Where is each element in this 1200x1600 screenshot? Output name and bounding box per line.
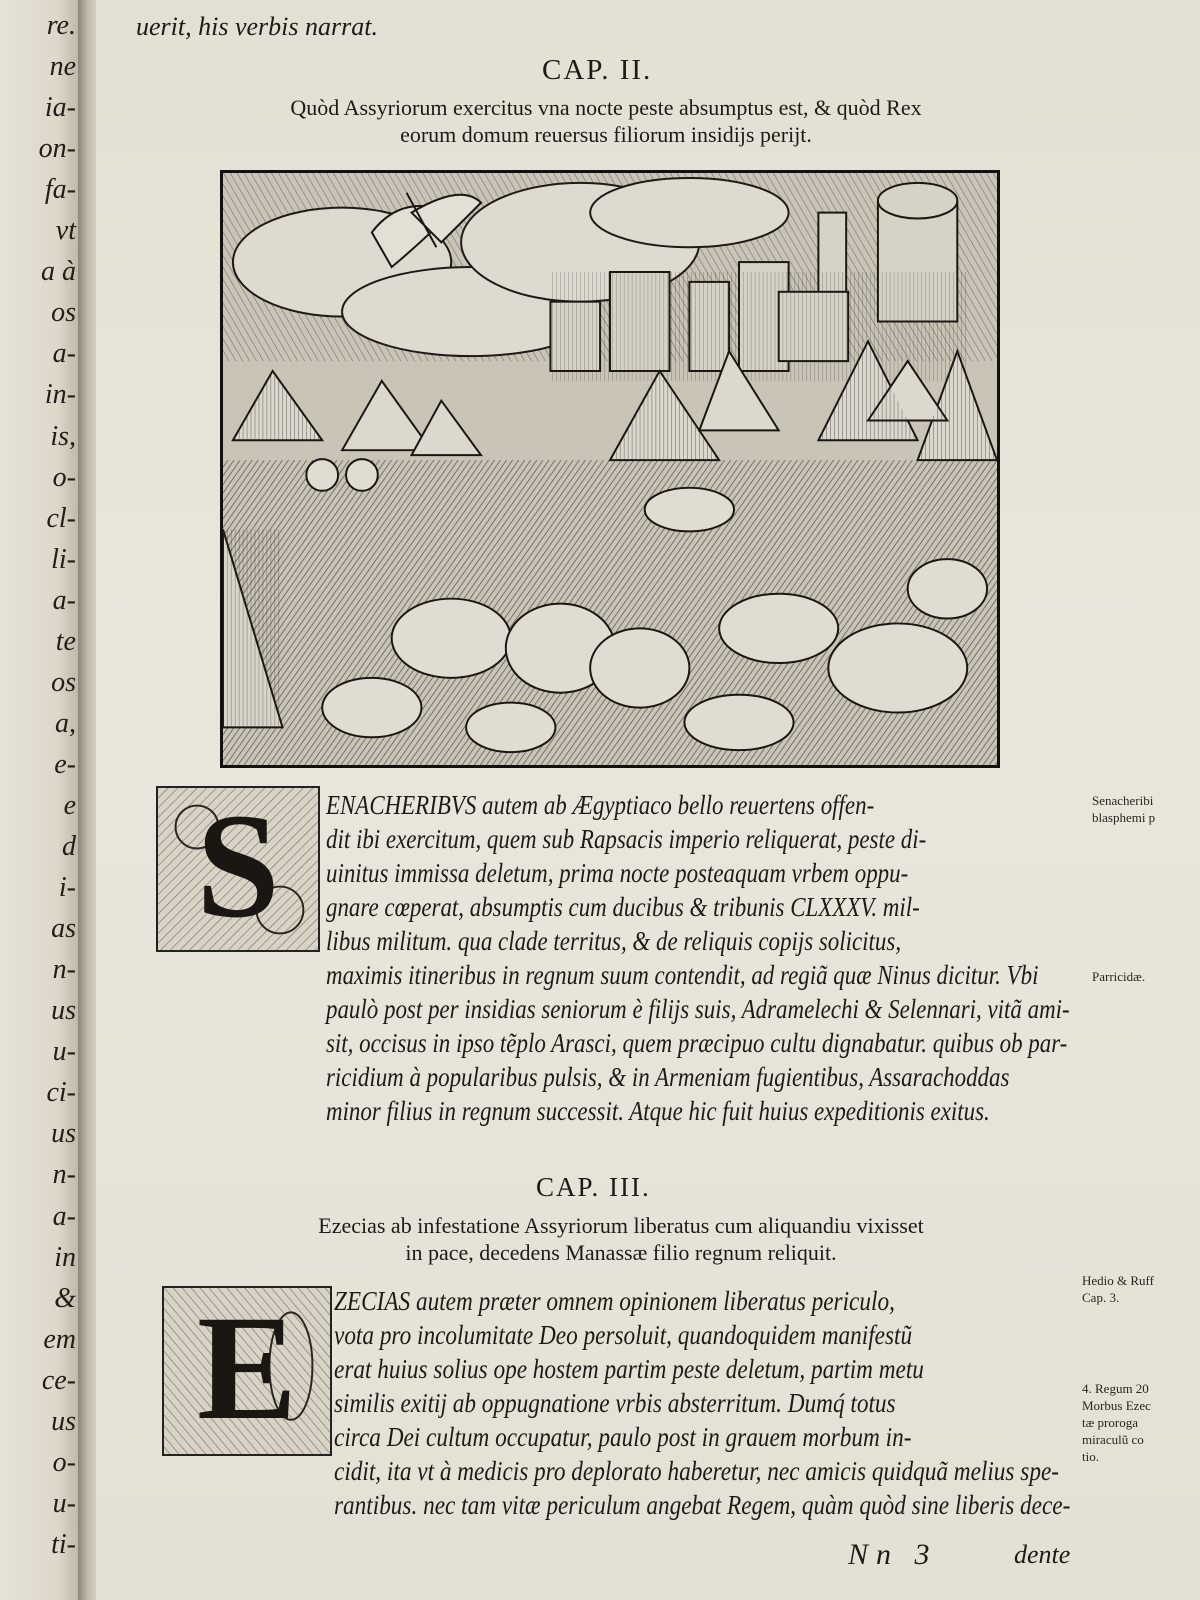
left-page-fragment: e- bbox=[54, 748, 76, 780]
chapter-3-summary-line-1: Ezecias ab infestatione Assyriorum liberatus cum aliquandiu vixisset bbox=[318, 1213, 924, 1238]
left-page-fragment: os bbox=[51, 666, 76, 698]
margin-note-line: Hedio & Ruff bbox=[1082, 1273, 1154, 1288]
left-page-fragment: o- bbox=[52, 1446, 76, 1478]
left-page-fragment: ti- bbox=[51, 1528, 76, 1560]
text-line: ENACHERIBVS autem ab Ægyptiaco bello reuertens offen- bbox=[326, 789, 875, 820]
margin-note-line: tæ proroga bbox=[1082, 1415, 1138, 1430]
paragraph-2 bbox=[334, 1284, 1070, 1522]
margin-note-line: Senacheribi bbox=[1092, 793, 1154, 808]
margin-note-line: tio. bbox=[1082, 1449, 1099, 1464]
text-line: maximis itineribus in regnum suum contendit, ad regiã quæ Ninus dicitur. Vbi bbox=[326, 959, 1039, 990]
decorated-initial-e bbox=[162, 1286, 332, 1456]
signature-mark: Nn 3 bbox=[848, 1538, 938, 1571]
left-page-fragment: fa- bbox=[44, 174, 76, 206]
left-page-fragment: o- bbox=[52, 461, 76, 493]
left-page-fragment: is, bbox=[50, 420, 76, 452]
initial-letter: E bbox=[196, 1286, 298, 1451]
left-page-fragment: te bbox=[55, 625, 76, 657]
left-page-fragment: i- bbox=[58, 872, 76, 904]
left-page-fragment: cl- bbox=[46, 502, 76, 534]
text-line: sit, occisus in ipso tẽplo Arasci, quem præcipuo cultu dignabatur. quibus ob par- bbox=[326, 1027, 1068, 1058]
left-page-fragment: on- bbox=[38, 133, 76, 165]
left-page-fragment: us bbox=[51, 1405, 76, 1437]
left-page-fragment: ce- bbox=[41, 1364, 76, 1396]
left-page-fragment: as bbox=[51, 913, 76, 945]
margin-note-line: blasphemi p bbox=[1092, 810, 1156, 825]
left-page-fragment: ne bbox=[49, 51, 76, 83]
chapter-2-summary-line-1: Quòd Assyriorum exercitus vna nocte peste absumptus est, & quòd Rex bbox=[290, 95, 922, 120]
margin-note-line: Morbus Ezec bbox=[1082, 1398, 1151, 1413]
catchword: dente bbox=[1014, 1540, 1071, 1569]
text-line: rantibus. nec tam vitæ periculum angebat Regem, quàm quòd sine liberis dece- bbox=[334, 1489, 1071, 1520]
left-page-fragment: u- bbox=[52, 1036, 76, 1068]
left-page-fragment: a- bbox=[52, 338, 76, 370]
margin-note-senacheribi bbox=[1092, 792, 1155, 826]
text-line: erat huius solius ope hostem partim peste deletum, partim metu bbox=[334, 1353, 924, 1384]
text-line: ZECIAS autem præter omnem opinionem liberatus periculo, bbox=[334, 1285, 895, 1316]
left-page-fragment: re. bbox=[46, 10, 76, 41]
woodcut-battle-scene bbox=[223, 173, 997, 765]
decorated-initial-s bbox=[156, 786, 320, 952]
text-line: uinitus immissa deletum, prima nocte posteaquam vrbem oppu- bbox=[326, 857, 909, 888]
text-line: gnare cœperat, absumptis cum ducibus & tribunis CLXXXV. mil- bbox=[326, 891, 920, 922]
left-page-fragment: us bbox=[51, 1118, 76, 1150]
left-page-fragment: em bbox=[43, 1323, 76, 1355]
left-page-fragment: a, bbox=[55, 707, 76, 739]
chapter-2-summary bbox=[206, 94, 1006, 148]
margin-note-hedio bbox=[1082, 1272, 1154, 1306]
margin-note-parricidae: Parricidæ. bbox=[1092, 969, 1146, 984]
right-page bbox=[96, 0, 1200, 1600]
margin-note-line: 4. Regum 20 bbox=[1082, 1381, 1149, 1396]
text-line: dit ibi exercitum, quem sub Rapsacis imperio reliquerat, peste di- bbox=[326, 823, 927, 854]
left-page-fragment: u- bbox=[52, 1487, 76, 1519]
chapter-3-summary bbox=[246, 1212, 996, 1266]
text-line: cidit, ita vt à medicis pro deplorato haberetur, nec amicis quidquã melius spe- bbox=[334, 1455, 1059, 1486]
left-page-fragment: d bbox=[62, 831, 76, 863]
text-line: vota pro incolumitate Deo persoluit, quandoquidem manifestũ bbox=[334, 1319, 913, 1350]
left-page bbox=[0, 0, 82, 1600]
left-page-fragment: us bbox=[51, 995, 76, 1027]
margin-note-line: miraculũ co bbox=[1082, 1432, 1144, 1447]
left-page-fragment: ia- bbox=[44, 92, 76, 124]
text-line: minor filius in regnum successit. Atque hic fuit huius expeditionis exitus. bbox=[326, 1095, 990, 1126]
text-line: circa Dei cultum occupatur, paulo post in grauem morbum in- bbox=[334, 1421, 912, 1452]
left-page-fragment: ci- bbox=[46, 1077, 76, 1109]
left-page-fragment: a- bbox=[52, 1200, 76, 1232]
paragraph-1 bbox=[326, 788, 1070, 1128]
left-page-fragment: n- bbox=[52, 1159, 76, 1191]
left-page-fragment: li- bbox=[51, 543, 76, 575]
text-line: libus militum. qua clade territus, & de reliquis copijs solicitus, bbox=[326, 925, 902, 956]
text-line: similis exitij ab oppugnatione vrbis absterritum. Dumq́ totus bbox=[334, 1387, 896, 1418]
margin-note-line: Cap. 3. bbox=[1082, 1290, 1120, 1305]
top-line-text: uerit, his verbis narrat. bbox=[136, 12, 378, 41]
left-page-fragment: os bbox=[51, 297, 76, 329]
margin-note-regum bbox=[1082, 1380, 1151, 1465]
chapter-2-heading: CAP. II. bbox=[542, 54, 653, 86]
left-page-fragment: & bbox=[54, 1282, 76, 1314]
woodcut-illustration bbox=[220, 170, 1000, 768]
text-line: paulò post per insidias seniorum è filijs suis, Adramelechi & Selennari, vitã ami- bbox=[326, 993, 1070, 1024]
left-page-fragment: e bbox=[63, 790, 76, 821]
left-page-fragment: in bbox=[54, 1241, 76, 1273]
initial-letter: S bbox=[196, 786, 280, 949]
left-page-fragment: n- bbox=[52, 954, 76, 986]
chapter-3-heading: CAP. III. bbox=[536, 1172, 651, 1202]
chapter-3-summary-line-2: in pace, decedens Manassæ filio regnum reliquit. bbox=[405, 1240, 837, 1265]
chapter-2-summary-line-2: eorum domum reuersus filiorum insidijs perijt. bbox=[400, 122, 812, 147]
left-page-fragment: a à bbox=[41, 256, 76, 288]
left-page-fragment: vt bbox=[55, 215, 76, 247]
left-page-fragment: a- bbox=[52, 584, 76, 616]
text-line: ricidium à popularibus pulsis, & in Armeniam fugientibus, Assarachoddas bbox=[326, 1061, 1010, 1092]
left-page-fragment: in- bbox=[44, 379, 76, 411]
